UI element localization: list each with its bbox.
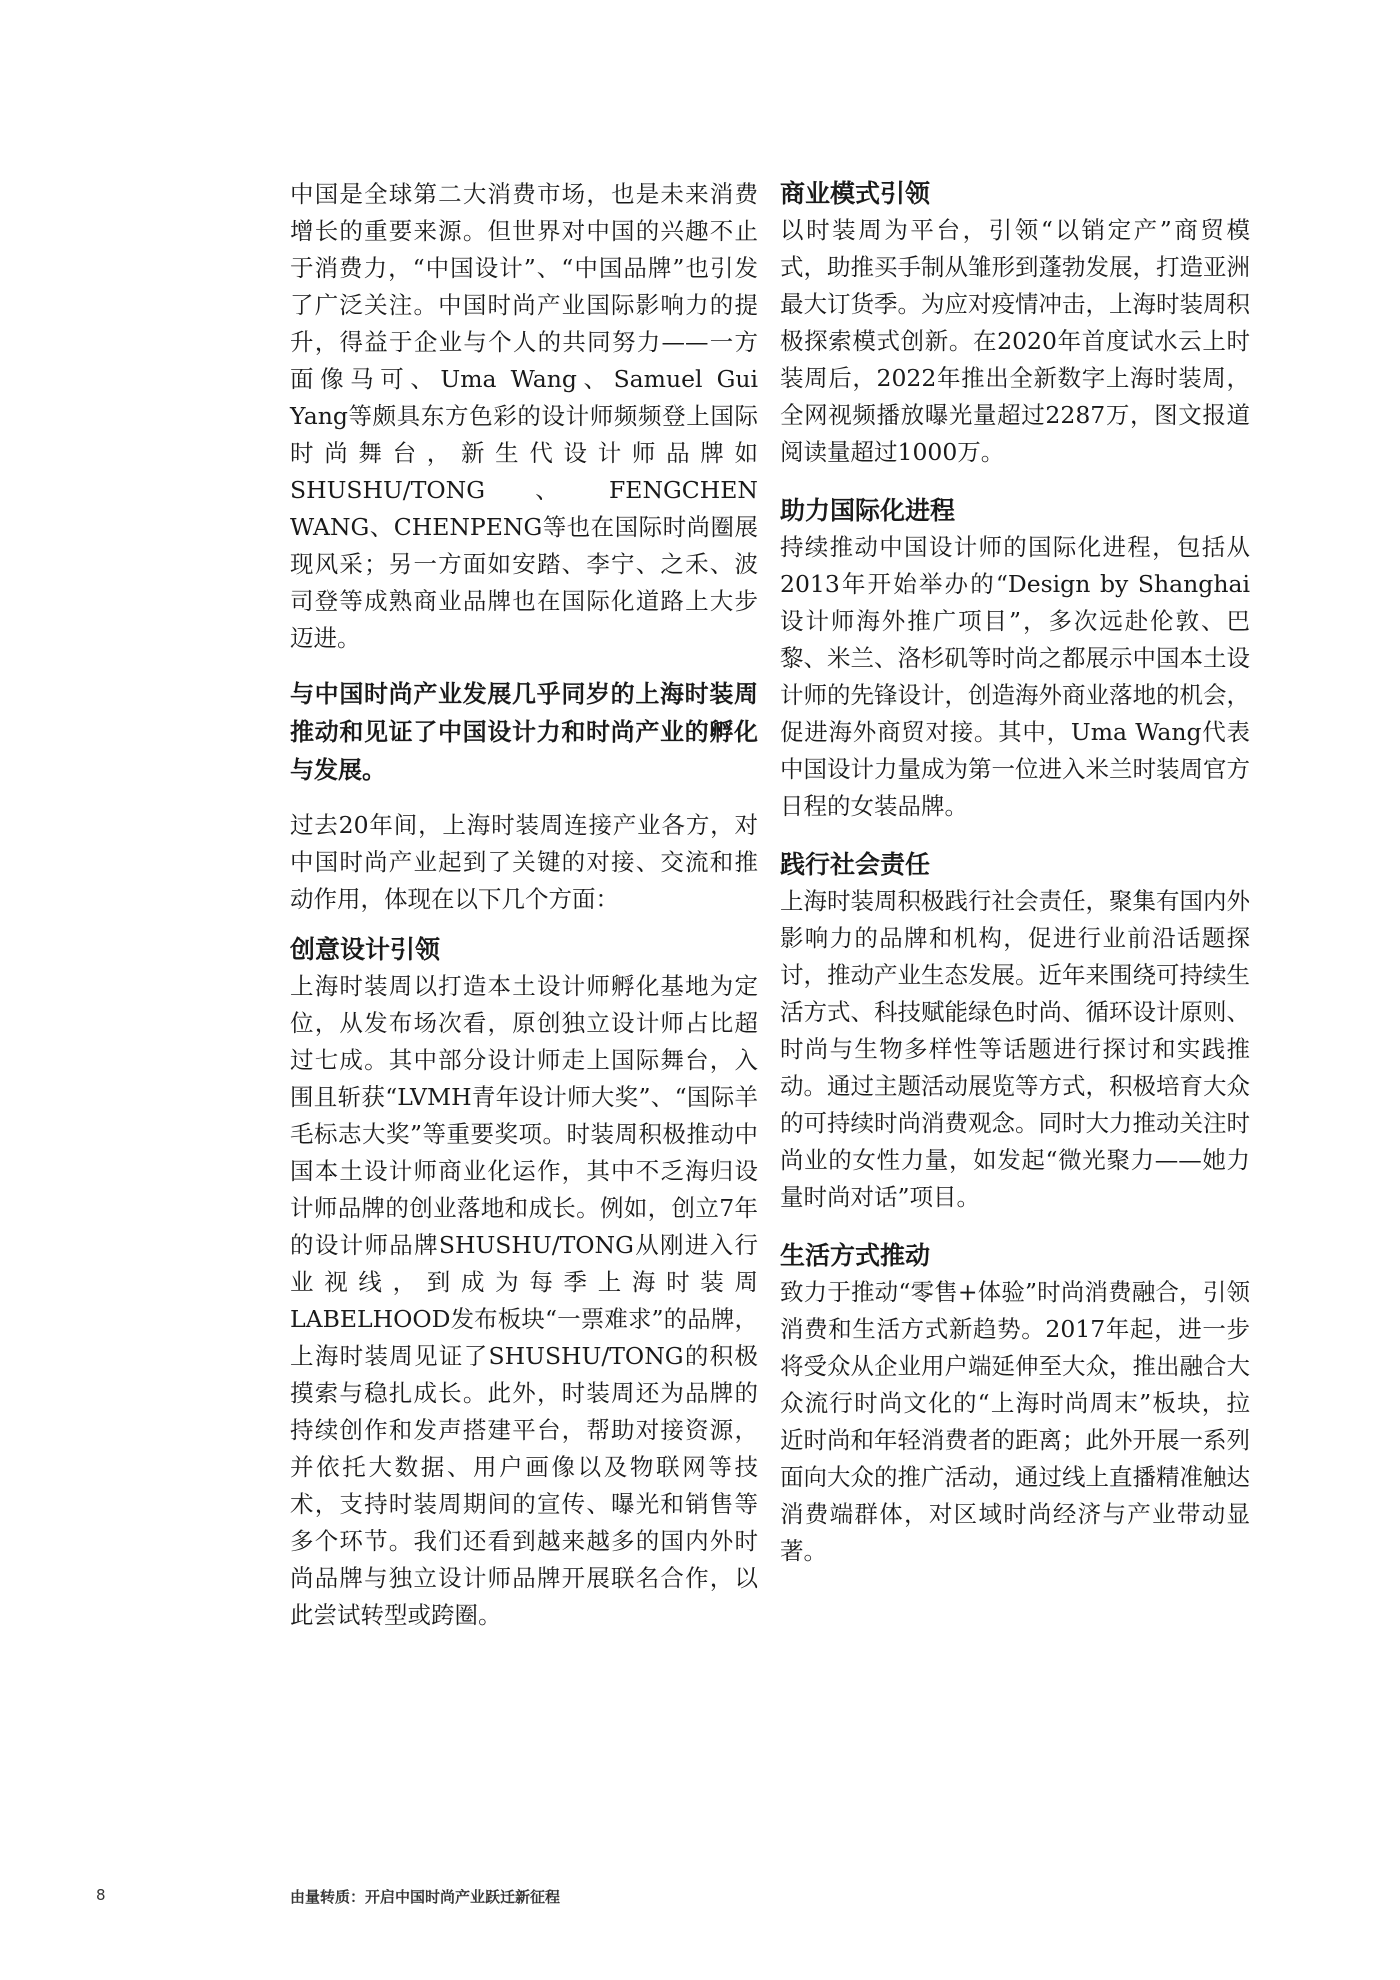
right-column <box>780 176 1250 1570</box>
section-body: 持续推动中国设计师的国际化进程，包括从2013年开始举办的“Design by Shanghai设计师海外推广项目”，多次远赴伦敦、巴黎、米兰、洛杉矶等时尚之都展示中国本土设计师的先锋设计，创造海外商业落地的机会，促进海外商贸对接。其中，Uma Wang代表中国设计力量成为第一位进入米兰时装周官方日程的女装品牌。 <box>780 533 1250 820</box>
overview-paragraph: 过去20年间，上海时装周连接产业各方，对中国时尚产业起到了关键的对接、交流和推动作用，体现在以下几个方面： <box>290 811 758 913</box>
section-heading: 助力国际化进程 <box>780 496 956 525</box>
lead-statement: 与中国时尚产业发展几乎同岁的上海时装周推动和见证了中国设计力和时尚产业的孵化与发展。 <box>290 680 758 784</box>
footer-title: 由量转质：开启中国时尚产业跃迁新征程 <box>290 1888 561 1906</box>
section-heading: 生活方式推动 <box>780 1241 931 1270</box>
section-business-model <box>780 176 1250 471</box>
section-creative-design <box>290 932 758 1634</box>
section-heading: 商业模式引领 <box>780 179 931 208</box>
left-column <box>290 176 758 1634</box>
page-number: 8 <box>96 1886 106 1904</box>
section-lifestyle <box>780 1238 1250 1570</box>
section-heading: 践行社会责任 <box>780 850 931 879</box>
section-body: 上海时装周以打造本土设计师孵化基地为定位，从发布场次看，原创独立设计师占比超过七成。其中部分设计师走上国际舞台，入围且斩获“LVMH青年设计师大奖”、“国际羊毛标志大奖”等重要奖项。时装周积极推动中国本土设计师商业化运作，其中不乏海归设计师品牌的创业落地和成长。例如，创立7年的设计师品牌SHUSHU/TONG从刚进入行业视线，到成为每季上海时装周LABELHOOD发布板块“一票难求”的品牌，上海时装周见证了SHUSHU/TONG的积极摸索与稳扎成长。此外，时装周还为品牌的持续创作和发声搭建平台，帮助对接资源，并依托大数据、用户画像以及物联网等技术，支持时装周期间的宣传、曝光和销售等多个环节。我们还看到越来越多的国内外时尚品牌与独立设计师品牌开展联名合作，以此尝试转型或跨圈。 <box>290 972 758 1629</box>
section-social-responsibility <box>780 847 1250 1216</box>
section-internationalization <box>780 493 1250 825</box>
section-body: 以时装周为平台，引领“以销定产”商贸模式，助推买手制从雏形到蓬勃发展，打造亚洲最大订货季。为应对疫情冲击，上海时装周积极探索模式创新。在2020年首度试水云上时装周后，2022年推出全新数字上海时装周，全网视频播放曝光量超过2287万，图文报道阅读量超过1000万。 <box>780 216 1250 466</box>
section-body: 上海时装周积极践行社会责任，聚集有国内外影响力的品牌和机构，促进行业前沿话题探讨，推动产业生态发展。近年来围绕可持续生活方式、科技赋能绿色时尚、循环设计原则、时尚与生物多样性等话题进行探讨和实践推动。通过主题活动展览等方式，积极培育大众的可持续时尚消费观念。同时大力推动关注时尚业的女性力量，如发起“微光聚力——她力量时尚对话”项目。 <box>780 887 1250 1211</box>
section-body: 致力于推动“零售+体验”时尚消费融合，引领消费和生活方式新趋势。2017年起，进一步将受众从企业用户端延伸至大众，推出融合大众流行时尚文化的“上海时尚周末”板块，拉近时尚和年轻消费者的距离；此外开展一系列面向大众的推广活动，通过线上直播精准触达消费端群体，对区域时尚经济与产业带动显著。 <box>780 1278 1250 1565</box>
intro-paragraph: 中国是全球第二大消费市场，也是未来消费增长的重要来源。但世界对中国的兴趣不止于消费力，“中国设计”、“中国品牌”也引发了广泛关注。中国时尚产业国际影响力的提升，得益于企业与个人的共同努力——一方面像马可、Uma Wang、Samuel Gui Yang等颇具东方色彩的设计师频频登上国际时尚舞台，新生代设计师品牌如SHUSHU/TONG、FENGCHEN WANG、CHENPENG等也在国际时尚圈展现风采；另一方面如安踏、李宁、之禾、波司登等成熟商业品牌也在国际化道路上大步迈进。 <box>290 180 758 652</box>
section-heading: 创意设计引领 <box>290 935 441 964</box>
